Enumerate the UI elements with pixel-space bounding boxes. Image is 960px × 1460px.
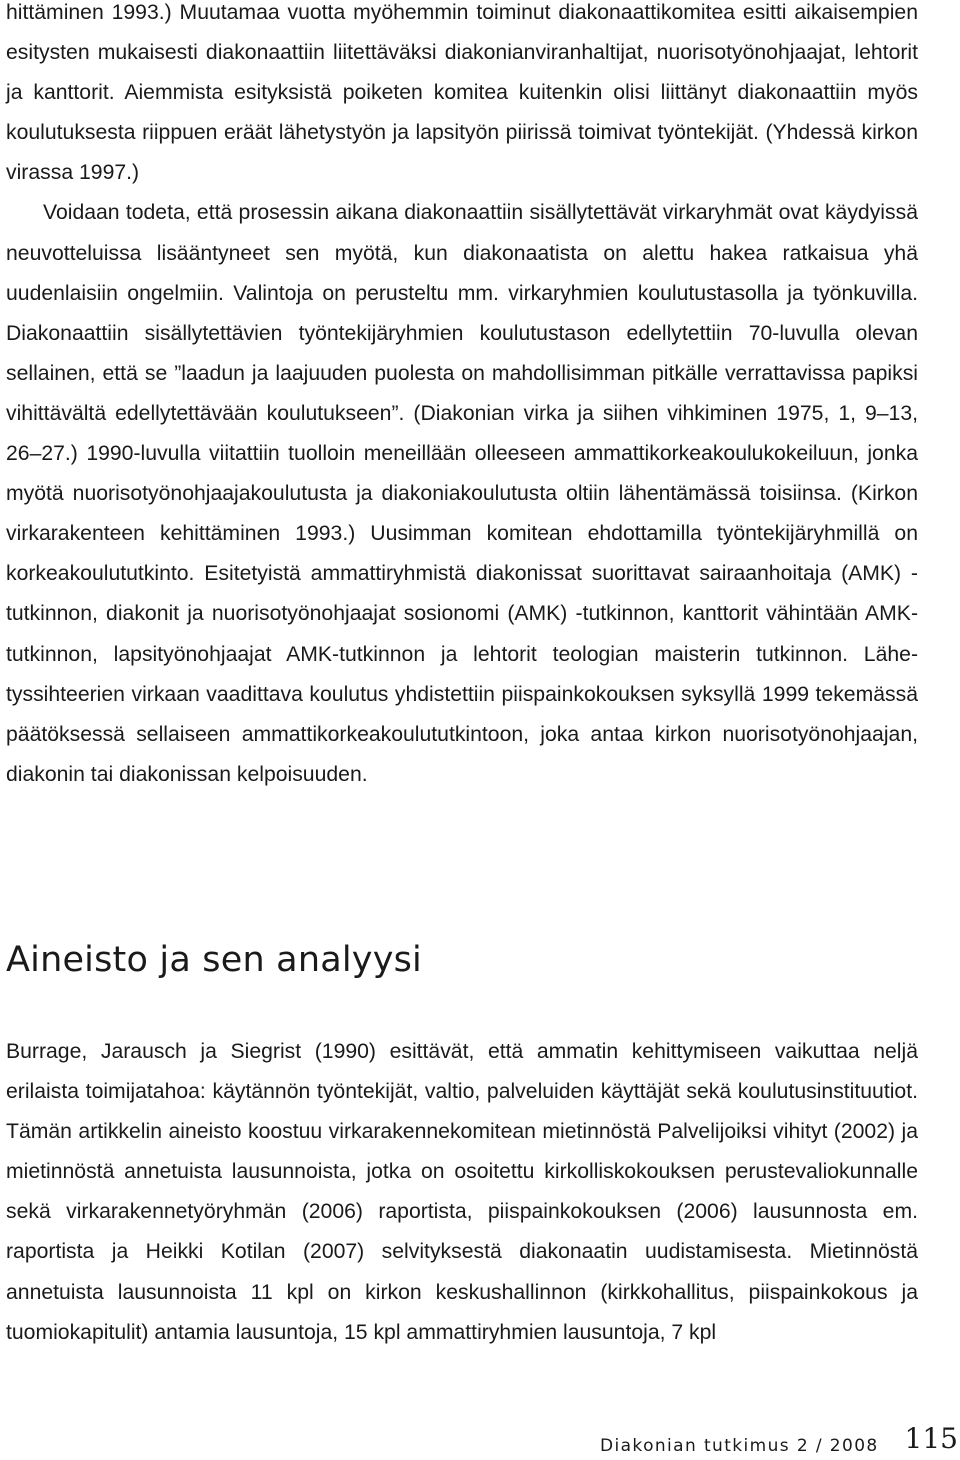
paragraph: hittäminen 1993.) Muutamaa vuotta myöhemmin toiminut diakonaattikomitea esitti aikaisempien esitysten mukaisesti diakonaattiin liitettäväksi diakonianviranhaltijat, nuorisotyönohjaajat, lehtorit ja kanttorit. Aiemmista esityksistä poiketen komitea kuitenkin olisi liittänyt diakonaattiin myös koulutuksesta riippuen eräät lähetystyön ja lapsityön piirissä toimivat työntekijät. (Yhdessä kirkon virassa 1997.) (6, 1, 918, 185)
page-number: 115 (904, 1422, 958, 1455)
section-heading: Aineisto ja sen analyysi (6, 940, 422, 980)
body-text-section (6, 1032, 918, 1353)
body-text-top (6, 0, 918, 795)
paragraph: Voidaan todeta, että prosessin aikana diakonaattiin sisällytettävät virkaryhmät ovat käydyissä neuvotteluissa lisääntyneet sen myötä, kun diakonaatista on alettu hakea ratkaisua yhä uudenlaisiin ongelmiin. Valintoja on perusteltu mm. virkaryhmien koulutustasolla ja työnkuvilla. Diakonaattiin sisällytettävien työntekijäryhmien koulutustason edellytettiin 70-luvulla olevan sellainen, että se ”laadun ja laajuuden puolesta on mahdollisimman pitkälle verrattavissa papiksi vihittävältä edellytettävään koulutukseen”. (Diakonian virka ja siihen vihkiminen 1975, 1, 9–13, 26–27.) 1990-luvulla viitattiin tuolloin meneillään olleeseen ammattikorkeakoulukokeiluun, jonka myötä nuorisotyönohjaajakoulutusta ja diakoniakoulutusta oltiin lähentämässä toisiinsa. (Kirkon virkarakenteen kehittäminen 1993.) Uusimman komitean ehdottamilla työntekijäryhmillä on korkeakoulututkinto. Esitetyistä ammattiryhmistä diakonissat suorittavat sairaanhoitaja (AMK) -tutkinnon, diakonit ja nuorisotyönohjaajat sosionomi (AMK) -tutkinnon, kanttorit vähintään AMK-tutkinnon, lapsityönohjaajat AMK-tutkinnon ja lehtorit teologian maisterin tutkinnon. Lähetyssihteerien virkaan vaadittava koulutus yhdistettiin piispainkokouksen syksyllä 1999 tekemässä päätöksessä sellaiseen ammattikorkeakoulututkintoon, joka antaa kirkon nuorisotyönohjaajan, diakonin tai diakonissan kelpoisuuden. (6, 201, 918, 786)
paragraph: Burrage, Jarausch ja Siegrist (1990) esittävät, että ammatin kehittymiseen vaikuttaa neljä erilaista toimijatahoa: käytännön työntekijät, valtio, palveluiden käyttäjät sekä koulutusinstituutiot. Tämän artikkelin aineisto koostuu virkarakennekomitean mietinnöstä Palvelijoiksi vihityt (2002) ja mietinnöstä annetuista lausunnoista, jotka on osoitettu kirkolliskokouksen perustevaliokunnalle sekä virkarakennetyöryhmän (2006) raportista, piispainkokouksen (2006) lausunnosta em. raportista ja Heikki Kotilan (2007) selvityksestä diakonaatin uudistamisesta. Mietinnöstä annetuista lausunnoista 11 kpl on kirkon keskushallinnon (kirkkohallitus, piispainkokous ja tuomiokapitulit) antamia lausuntoja, 15 kpl ammattiryhmien lausuntoja, 7 kpl (6, 1040, 918, 1344)
page-footer (600, 1422, 960, 1460)
journal-title: Diakonian tutkimus 2 / 2008 (600, 1436, 879, 1456)
